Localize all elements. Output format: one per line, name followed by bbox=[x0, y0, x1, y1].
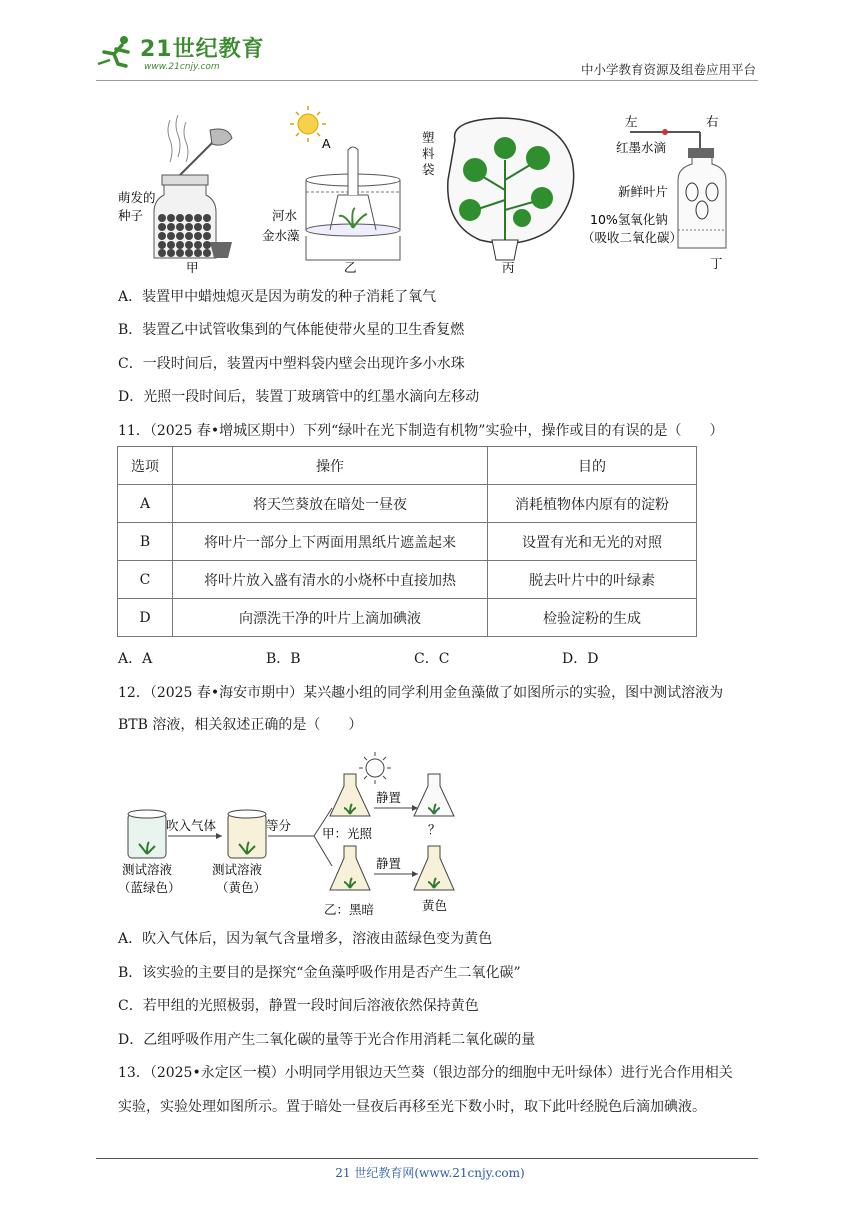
q10-option-c: C．一段时间后，装置丙中塑料袋内壁会出现许多小水珠 bbox=[118, 356, 465, 372]
q11-stem: 11．（2025 春•增城区期中）下列“绿叶在光下制造有机物”实验中，操作或目的有误的是（ ） bbox=[118, 423, 724, 439]
table-header-cell: 目的 bbox=[488, 447, 697, 485]
logo-url: www.21cnjy.com bbox=[144, 62, 220, 72]
bing-label-bag3: 袋 bbox=[422, 162, 435, 177]
ding-label-drop: 红墨水滴 bbox=[616, 140, 667, 155]
q12-option-b: B．该实验的主要目的是探究“金鱼藻呼吸作用是否产生二氧化碳” bbox=[118, 965, 521, 981]
ding-label-left: 左 bbox=[625, 114, 638, 129]
q10-figure bbox=[110, 100, 750, 278]
logo-text: 21世纪教育 bbox=[140, 37, 265, 62]
apparatus-yi bbox=[262, 106, 400, 260]
label-group-jia: 甲：光照 bbox=[322, 826, 373, 841]
q13-stem-line2: 实验，实验处理如图所示。置于暗处一昼夜后再移至光下数小时，取下此叶经脱色后滴加碘液。 bbox=[118, 1099, 706, 1115]
q10-option-d: D．光照一段时间后，装置丁玻璃管中的红墨水滴向左移动 bbox=[118, 389, 480, 405]
q12-figure bbox=[118, 742, 478, 920]
test-tube-2 bbox=[228, 810, 266, 858]
label-stand-2: 静置 bbox=[376, 856, 402, 871]
table-row bbox=[118, 599, 697, 637]
bing-label-bag1: 塑 bbox=[422, 130, 435, 145]
footer-divider bbox=[96, 1158, 758, 1159]
site-logo[interactable] bbox=[96, 28, 266, 78]
q12-stem-line1: 12．（2025 春•海安市期中）某兴趣小组的同学利用金鱼藻做了如图所示的实验，图中测试溶液为 bbox=[118, 685, 724, 701]
label-tube2-color: （黄色） bbox=[216, 880, 267, 895]
label-stand-1: 静置 bbox=[376, 790, 402, 805]
yi-label-plant: 金水藻 bbox=[262, 228, 300, 243]
bing-label-bag2: 料 bbox=[422, 146, 435, 161]
table-cell: 将叶片一部分上下两面用黑纸片遮盖起来 bbox=[173, 523, 488, 561]
q10-option-b: B．装置乙中试管收集到的气体能使带火星的卫生香复燃 bbox=[118, 322, 465, 338]
q12-option-a: A．吹入气体后，因为氧气含量增多，溶液由蓝绿色变为黄色 bbox=[118, 931, 493, 947]
q11-choice-a: A．A bbox=[118, 651, 153, 667]
q11-table bbox=[117, 446, 697, 637]
table-row bbox=[118, 523, 697, 561]
q12-stem-line2: BTB 溶液，相关叙述正确的是（ ） bbox=[118, 717, 363, 733]
table-cell: C bbox=[118, 561, 173, 599]
table-cell: 将叶片放入盛有清水的小烧杯中直接加热 bbox=[173, 561, 488, 599]
q10-option-a: A．装置甲中蜡烛熄灭是因为萌发的种子消耗了氧气 bbox=[118, 289, 437, 305]
q12-option-d: D．乙组呼吸作用产生二氧化碳的量等于光合作用消耗二氧化碳的量 bbox=[118, 1032, 536, 1048]
label-tube1-color: （蓝绿色） bbox=[118, 880, 181, 895]
platform-title: 中小学教育资源及组卷应用平台 bbox=[580, 62, 756, 77]
table-cell: D bbox=[118, 599, 173, 637]
table-cell: 将天竺葵放在暗处一昼夜 bbox=[173, 485, 488, 523]
table-header-cell: 操作 bbox=[173, 447, 488, 485]
label-tube2: 测试溶液 bbox=[212, 862, 263, 877]
ding-label-naoh: 10%氢氧化钠 bbox=[590, 212, 668, 227]
runner-logo-icon bbox=[96, 34, 136, 70]
label-split: 等分 bbox=[266, 818, 292, 833]
footer-link[interactable]: 21 世纪教育网(www.21cnjy.com) bbox=[335, 1166, 525, 1180]
q12-option-c: C．若甲组的光照极弱，静置一段时间后溶液依然保持黄色 bbox=[118, 998, 479, 1014]
yi-label-water: 河水 bbox=[272, 208, 298, 223]
table-header-row bbox=[118, 447, 697, 485]
caption-bing: 丙 bbox=[502, 260, 515, 275]
table-cell: 设置有光和无光的对照 bbox=[488, 523, 697, 561]
header-divider bbox=[96, 80, 758, 81]
table-header-cell: 选项 bbox=[118, 447, 173, 485]
label-blow-gas: 吹入气体 bbox=[166, 818, 217, 833]
table-cell: A bbox=[118, 485, 173, 523]
q13-stem-line1: 13．（2025•永定区一模）小明同学用银边天竺葵（银边部分的细胞中无叶绿体）进行光合作用相关 bbox=[118, 1065, 733, 1081]
q11-choice-d: D．D bbox=[562, 651, 599, 667]
ding-label-naoh2: （吸收二氧化碳） bbox=[582, 230, 683, 245]
table-cell: B bbox=[118, 523, 173, 561]
test-tube-1 bbox=[128, 810, 166, 858]
caption-yi: 乙 bbox=[344, 260, 357, 275]
table-cell: 脱去叶片中的叶绿素 bbox=[488, 561, 697, 599]
label-group-yi: 乙：黑暗 bbox=[324, 902, 375, 917]
apparatus-bing bbox=[422, 118, 574, 260]
caption-ding: 丁 bbox=[710, 256, 723, 271]
label-tube1: 测试溶液 bbox=[122, 862, 173, 877]
yi-label-a: A bbox=[322, 136, 331, 151]
ding-label-right: 右 bbox=[706, 114, 719, 129]
table-cell: 检验淀粉的生成 bbox=[488, 599, 697, 637]
table-cell: 向漂洗干净的叶片上滴加碘液 bbox=[173, 599, 488, 637]
jia-label-seed1: 萌发的 bbox=[118, 190, 156, 205]
table-row bbox=[118, 485, 697, 523]
label-yellow: 黄色 bbox=[422, 898, 448, 913]
caption-jia: 甲 bbox=[186, 260, 199, 275]
table-cell: 消耗植物体内原有的淀粉 bbox=[488, 485, 697, 523]
table-row bbox=[118, 561, 697, 599]
apparatus-ding bbox=[582, 114, 726, 248]
q11-choice-b: B．B bbox=[266, 651, 301, 667]
jia-label-seed2: 种子 bbox=[118, 208, 144, 223]
ding-label-leaf: 新鲜叶片 bbox=[618, 184, 669, 199]
q11-choice-c: C．C bbox=[414, 651, 450, 667]
label-question: ？ bbox=[428, 822, 441, 837]
apparatus-jia bbox=[154, 115, 232, 258]
